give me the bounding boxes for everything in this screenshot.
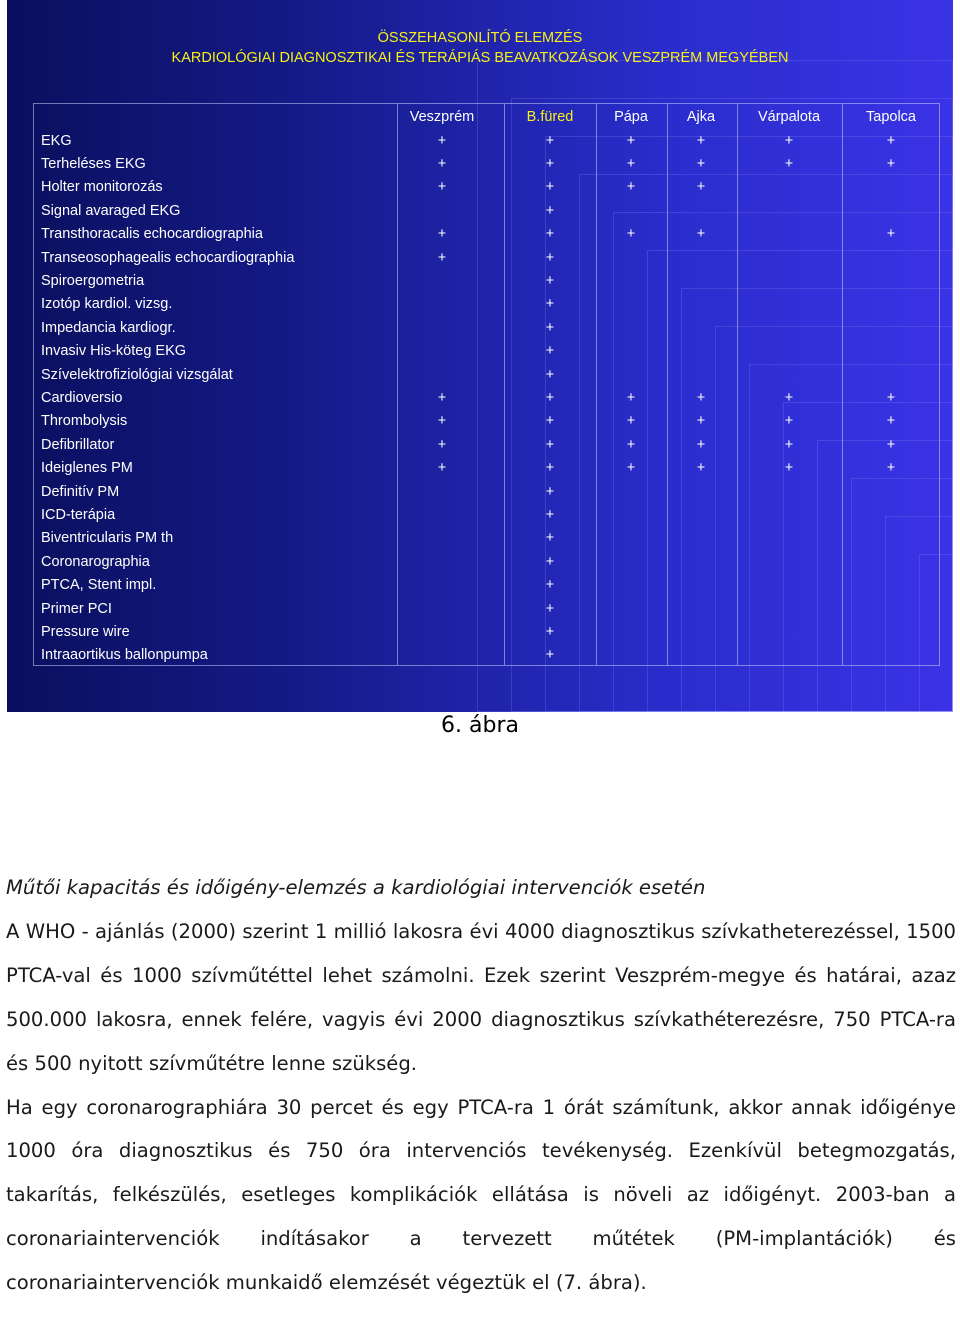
availability-mark: +	[626, 436, 636, 453]
table-row	[34, 317, 939, 340]
availability-mark: +	[545, 249, 555, 266]
availability-mark: +	[886, 413, 896, 430]
row-label: Signal avaraged EKG	[41, 202, 181, 219]
table-row	[34, 364, 939, 387]
column-header: Veszprém	[409, 109, 475, 125]
availability-mark: +	[437, 226, 447, 243]
table-row	[34, 200, 939, 223]
availability-mark: +	[545, 155, 555, 172]
row-label: Cardioversio	[41, 389, 123, 406]
availability-mark: +	[886, 155, 896, 172]
row-label: Ideiglenes PM	[41, 460, 133, 477]
table-row	[34, 293, 939, 316]
row-label: Transthoracalis echocardiographia	[41, 226, 263, 243]
availability-mark: +	[545, 226, 555, 243]
table-row	[34, 457, 939, 480]
availability-mark: +	[545, 460, 555, 477]
column-header: B.füred	[526, 109, 574, 125]
paragraph: A WHO - ajánlás (2000) szerint 1 millió lakosra évi 4000 diagnosztikus szívkatheterezéssel, 1500 PTCA-val és 1000 szívműtéttel lehet számolni. Ezek szerint Veszprém-megye és határai, azaz 500.000 lakosra, ennek felére, vagyis évi 2000 diagnosztikus szívkathéterezésre, 750 PTCA-ra és 500 nyitott szívműtétre lenne szükség.	[6, 919, 956, 1075]
availability-mark: +	[696, 460, 706, 477]
row-label: Pressure wire	[41, 623, 130, 640]
availability-mark: +	[545, 272, 555, 289]
table-row	[34, 434, 939, 457]
availability-mark: +	[696, 226, 706, 243]
availability-mark: +	[626, 226, 636, 243]
availability-mark: +	[545, 389, 555, 406]
availability-mark: +	[626, 179, 636, 196]
availability-mark: +	[437, 389, 447, 406]
article-body	[6, 866, 956, 1305]
availability-mark: +	[784, 389, 794, 406]
comparison-slide	[7, 0, 953, 712]
availability-mark: +	[545, 506, 555, 523]
row-label: Coronarographia	[41, 553, 150, 570]
availability-mark: +	[545, 296, 555, 313]
availability-mark: +	[784, 155, 794, 172]
table-row	[34, 598, 939, 621]
availability-mark: +	[626, 132, 636, 149]
availability-mark: +	[437, 413, 447, 430]
availability-mark: +	[545, 343, 555, 360]
table-row	[34, 527, 939, 550]
availability-mark: +	[784, 132, 794, 149]
table-row	[34, 574, 939, 597]
figure-caption: 6. ábra	[441, 713, 519, 738]
availability-mark: +	[545, 319, 555, 336]
row-label: PTCA, Stent impl.	[41, 577, 157, 594]
row-label: Terheléses EKG	[41, 155, 146, 172]
availability-mark: +	[886, 226, 896, 243]
availability-mark: +	[626, 460, 636, 477]
availability-mark: +	[545, 413, 555, 430]
availability-mark: +	[437, 460, 447, 477]
availability-mark: +	[545, 436, 555, 453]
availability-mark: +	[886, 460, 896, 477]
row-label: Invasiv His-köteg EKG	[41, 343, 187, 360]
table-row	[34, 644, 939, 667]
column-header: Pápa	[614, 109, 648, 125]
availability-mark: +	[545, 179, 555, 196]
availability-mark: +	[437, 132, 447, 149]
availability-mark: +	[545, 623, 555, 640]
availability-mark: +	[545, 202, 555, 219]
availability-mark: +	[696, 179, 706, 196]
row-label: ICD-terápia	[41, 506, 116, 523]
availability-mark: +	[545, 600, 555, 617]
table-row	[34, 130, 939, 153]
row-label: Transeosophagealis echocardiographia	[41, 249, 295, 266]
slide-title-line2: KARDIOLÓGIAI DIAGNOSZTIKAI ÉS TERÁPIÁS BEAVATKOZÁSOK VESZPRÉM MEGYÉBEN	[171, 50, 789, 66]
availability-mark: +	[696, 413, 706, 430]
availability-mark: +	[545, 366, 555, 383]
column-header: Tapolca	[866, 109, 916, 125]
table-row	[34, 340, 939, 363]
availability-mark: +	[784, 413, 794, 430]
row-label: Izotóp kardiol. vizsg.	[41, 296, 173, 313]
availability-mark: +	[696, 132, 706, 149]
row-label: Spiroergometria	[41, 272, 145, 289]
slide-title	[7, 28, 953, 68]
availability-mark: +	[626, 389, 636, 406]
availability-mark: +	[437, 179, 447, 196]
table-row	[34, 153, 939, 176]
availability-mark: +	[437, 155, 447, 172]
row-label: Definitív PM	[41, 483, 120, 500]
table-row	[34, 223, 939, 246]
column-header: Ajka	[686, 109, 716, 125]
article-title: Műtői kapacitás és időigény-elemzés a kardiológiai intervenciók esetén	[6, 876, 706, 899]
availability-mark: +	[784, 436, 794, 453]
table-header-row	[34, 106, 939, 129]
table-row	[34, 176, 939, 199]
availability-mark: +	[696, 389, 706, 406]
table-row	[34, 551, 939, 574]
row-label: Intraaortikus ballonpumpa	[41, 647, 208, 664]
table-row	[34, 621, 939, 644]
availability-mark: +	[545, 530, 555, 547]
availability-mark: +	[545, 647, 555, 664]
table-row	[34, 270, 939, 293]
table-row	[34, 481, 939, 504]
row-label: Thrombolysis	[41, 413, 128, 430]
row-label: Primer PCI	[41, 600, 112, 617]
availability-mark: +	[545, 553, 555, 570]
table-row	[34, 247, 939, 270]
paragraph: Ha egy coronarographiára 30 percet és egy PTCA-ra 1 órát számítunk, akkor annak időigénye 1000 óra diagnosztikus és 750 óra intervenciós tevékenység. Ezenkívül betegmozgatás, takarítás, felkészülés, esetleges komplikációk ellátása is növeli az időigényt. 2003-ban a coronariaintervenciók indításakor a tervezett műtétek (PM-implantációk) és coronariaintervenciók munkaidő elemzését végeztük el (7. ábra).	[6, 1095, 956, 1295]
table-row	[34, 387, 939, 410]
comparison-table	[33, 103, 940, 666]
availability-mark: +	[437, 249, 447, 266]
table-row	[34, 504, 939, 527]
slide-title-line1: ÖSSZEHASONLÍTÓ ELEMZÉS	[377, 30, 583, 46]
column-header: Várpalota	[757, 109, 821, 125]
table-row	[34, 410, 939, 433]
availability-mark: +	[886, 132, 896, 149]
availability-mark: +	[626, 413, 636, 430]
row-label: Holter monitorozás	[41, 179, 163, 196]
availability-mark: +	[437, 436, 447, 453]
availability-mark: +	[696, 155, 706, 172]
availability-mark: +	[784, 460, 794, 477]
row-label: Szívelektrofiziológiai vizsgálat	[41, 366, 233, 383]
availability-mark: +	[626, 155, 636, 172]
row-label: EKG	[41, 132, 72, 149]
row-label: Biventricularis PM th	[41, 530, 174, 547]
availability-mark: +	[886, 436, 896, 453]
availability-mark: +	[545, 483, 555, 500]
row-label: Defibrillator	[41, 436, 115, 453]
availability-mark: +	[696, 436, 706, 453]
availability-mark: +	[545, 577, 555, 594]
availability-mark: +	[545, 132, 555, 149]
row-label: Impedancia kardiogr.	[41, 319, 176, 336]
availability-mark: +	[886, 389, 896, 406]
